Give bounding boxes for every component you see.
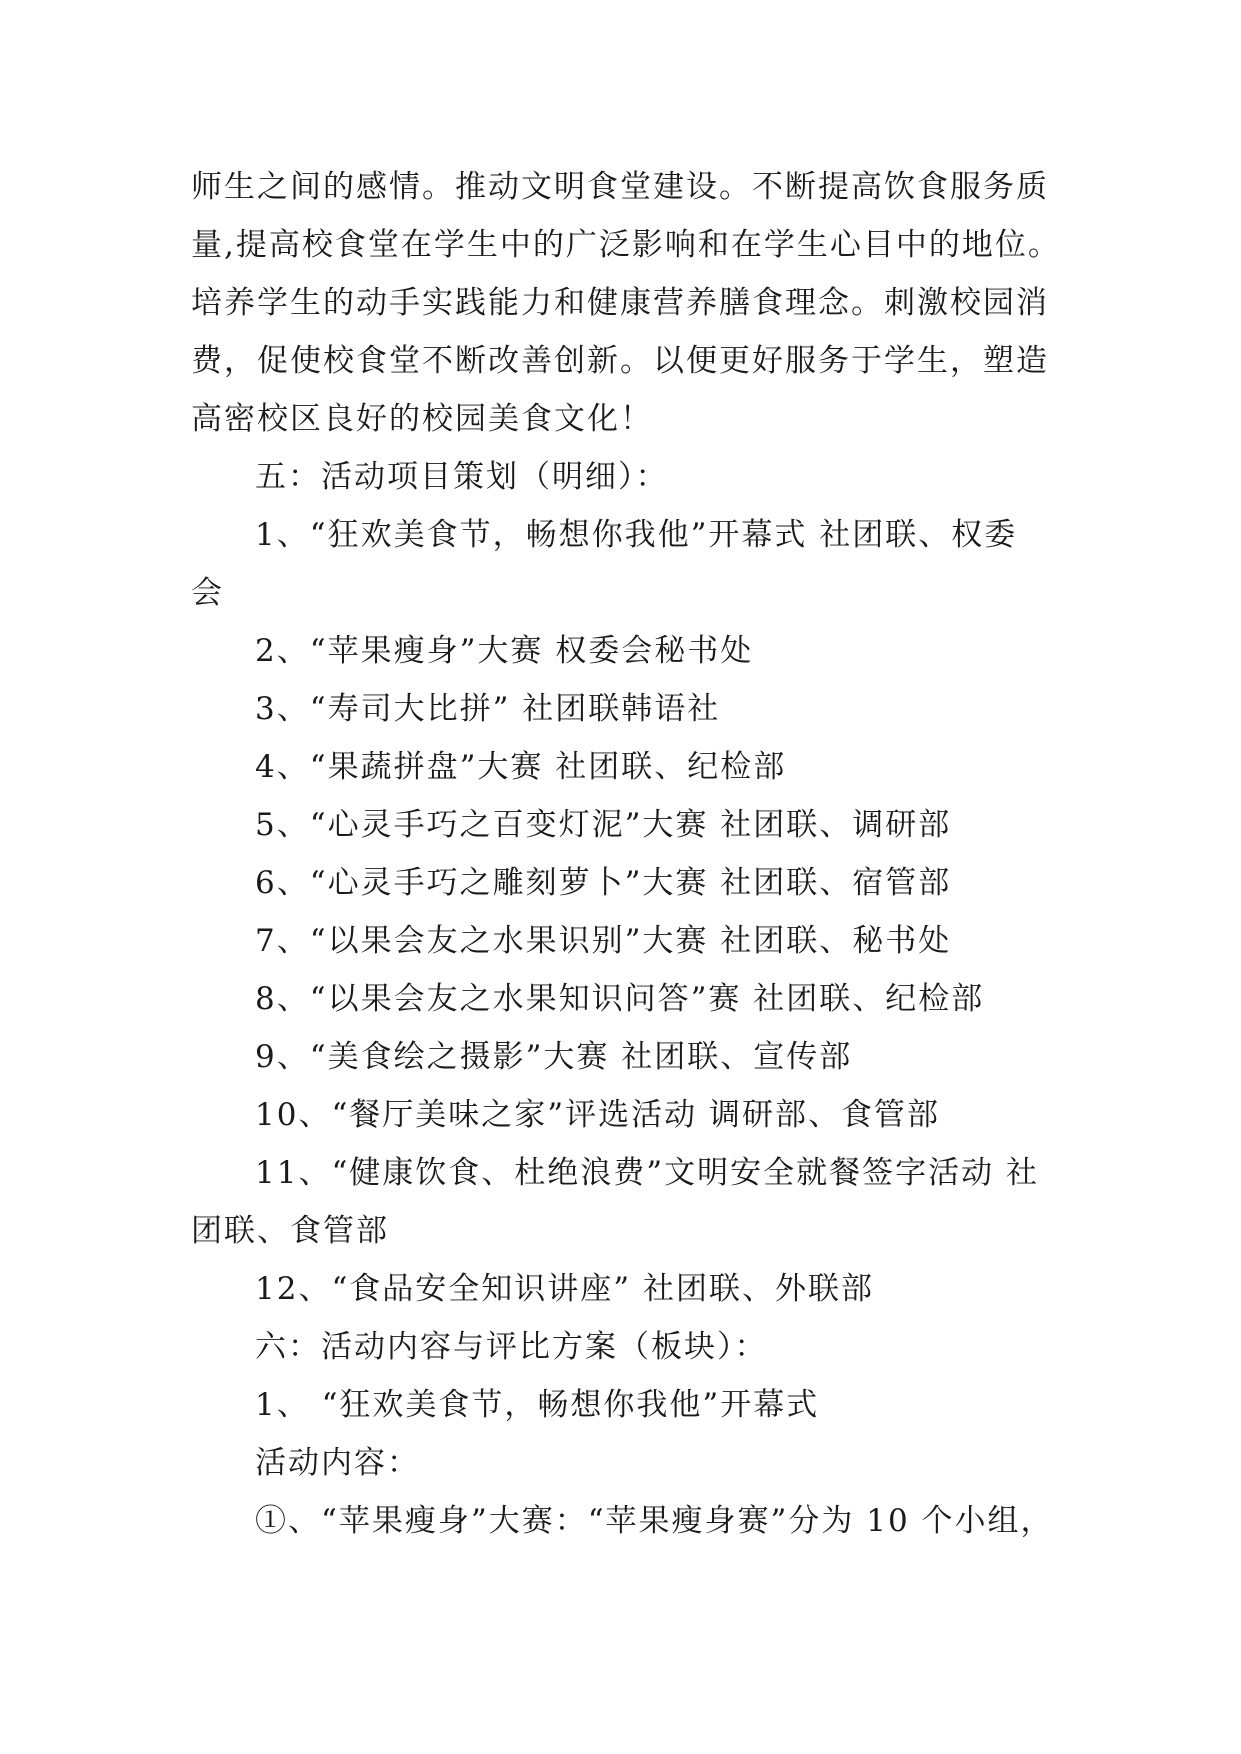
text-line: 量,提高校食堂在学生中的广泛影响和在学生心目中的地位。 (191, 227, 1061, 263)
subsection-label: 活动内容： (255, 1445, 420, 1481)
list-item: 6、“心灵手巧之雕刻萝卜”大赛 社团联、宿管部 (255, 865, 952, 901)
text-line: 培养学生的动手实践能力和健康营养膳食理念。刺激校园消 (191, 285, 1049, 321)
list-item: 10、“餐厅美味之家”评选活动 调研部、食管部 (255, 1097, 940, 1133)
list-item: 12、“食品安全知识讲座” 社团联、外联部 (255, 1271, 874, 1307)
list-item-continuation: 团联、食管部 (191, 1213, 389, 1249)
list-item: 3、“寿司大比拼” 社团联韩语社 (255, 691, 721, 727)
text-line: ①、“苹果瘦身”大赛：“苹果瘦身赛”分为 10 个小组， (255, 1503, 1054, 1539)
list-item: 7、“以果会友之水果识别”大赛 社团联、秘书处 (255, 923, 952, 959)
text-line: 高密校区良好的校园美食文化！ (191, 401, 653, 437)
document-body (191, 158, 1091, 1550)
list-item-continuation: 会 (191, 575, 224, 611)
section-heading: 五：活动项目策划（明细）： (255, 459, 669, 495)
list-item: 11、“健康饮食、杜绝浪费”文明安全就餐签字活动 社 (255, 1155, 1039, 1191)
list-item: 5、“心灵手巧之百变灯泥”大赛 社团联、调研部 (255, 807, 952, 843)
list-item: 2、“苹果瘦身”大赛 权委会秘书处 (255, 633, 754, 669)
subsection-heading: 1、 “狂欢美食节，畅想你我他”开幕式 (255, 1387, 820, 1423)
list-item: 4、“果蔬拼盘”大赛 社团联、纪检部 (255, 749, 787, 785)
text-line: 师生之间的感情。推动文明食堂建设。不断提高饮食服务质 (191, 169, 1049, 205)
list-item: 1、“狂欢美食节，畅想你我他”开幕式 社团联、权委 (255, 517, 1018, 553)
list-item: 9、“美食绘之摄影”大赛 社团联、宣传部 (255, 1039, 853, 1075)
list-item: 8、“以果会友之水果知识问答”赛 社团联、纪检部 (255, 981, 985, 1017)
section-heading: 六：活动内容与评比方案（板块）： (255, 1329, 768, 1365)
text-line: 费，促使校食堂不断改善创新。以便更好服务于学生，塑造 (191, 343, 1049, 379)
